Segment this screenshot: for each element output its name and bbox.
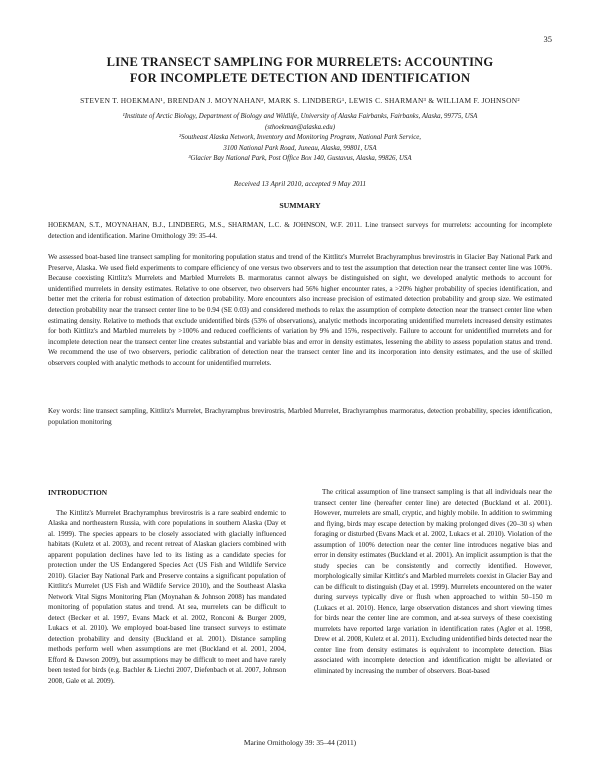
abstract-text: We assessed boat-based line transect sampling for monitoring population status and trend of the Kittlitz's Murrelet Brachyramphus brevirostris in Glacier Bay National Park and Preserve, Alaska. We used field experiments to compare efficiency of one versus two observers and to test the assumption that detection near the transect center line was 100%. Because coexisting Kittlitz's Murrelets and Marbled Murrelets B. marmoratus cannot always be distinguished on sight, we developed analytic methods to account for unidentified murrelets in density estimates. Relative to one observer, two observers had 56% higher encounter rates, a >20% higher probability of species identification, and better met the criteria for robust estimation of detection probability. More encounters also increase precision of estimated detection probability and group size. We estimated detection probability near the transect center line to be 0.94 (SE 0.03) and considered methods to relax the assumption of complete detection near the transect center line when estimating density. Relative to methods that exclude unidentified birds (53% of observations), analytic methods incorporating unidentified murrelets increased density estimates for both Kittlitz's and Marbled murrelets by >100% and reduced coefficients of variation by 9% and 15%, respectively. Failure to account for unidentified murrelets and for incomplete detection near the transect center line creates substantial and variable bias and error in density estimates, lessening the ability to assess population status and trend. We recommend the use of two observers, periodic calibration of detection near the transect center line and its incorporation into density estimates, and the use of skilled observers coupled with analytic methods to account for unidentified murrelets. — [48, 253, 552, 367]
right-column — [314, 488, 552, 676]
title-line-2: FOR INCOMPLETE DETECTION AND IDENTIFICATION — [129, 71, 471, 85]
left-column — [48, 488, 286, 686]
title-line-1: LINE TRANSECT SAMPLING FOR MURRELETS: ACCOUNTING — [106, 55, 494, 69]
introduction-heading: INTRODUCTION — [48, 488, 108, 497]
affiliation-line: (sthoekman@alaska.edu) — [264, 123, 336, 131]
author-list: STEVEN T. HOEKMAN¹, BRENDAN J. MOYNAHAN², MARK S. LINDBERG¹, LEWIS C. SHARMAN³ & WILLIAM F. JOHNSON² — [80, 96, 520, 105]
summary-heading: SUMMARY — [279, 201, 321, 210]
journal-footer: Marine Ornithology 39: 35–44 (2011) — [243, 738, 357, 747]
affiliations — [60, 112, 540, 165]
paper-title — [50, 54, 550, 86]
received-date: Received 13 April 2010, accepted 9 May 2011 — [233, 180, 367, 188]
affiliation-line: 3100 National Park Road, Juneau, Alaska, 99801, USA — [223, 144, 377, 152]
page-number: 35 — [543, 34, 552, 44]
affiliation-line: ¹Institute of Arctic Biology, Department of Biology and Wildlife, University of Alaska Fairbanks, Fairbanks, Alaska, 99775, USA — [122, 113, 478, 120]
intro-paragraph-right: The critical assumption of line transect sampling is that all individuals near the transect center line (hereafter center line) are detected (Buckland et al. 2001). However, murrelets are small, cryptic, and highly mobile. In addition to swimming and flying, birds may escape detection by making prolonged dives (20–30 s) when foraging or disturbed (Evans Mack et al. 2002, Lukacs et al. 2010). Violation of the assumption of 100% detection near the center line introduces negative bias and error in density estimates (Buckland et al. 2001). An implicit assumption is that the study species can be consistently and correctly identified. However, morphologically similar Kittlitz's and Marbled murrelets coexist in Glacier Bay and can be difficult to distinguish (Day et al. 1999). Murrelets encountered on the water during surveys typically dive or flush when approached to within 50–150 m (Lukacs et al. 2010). Hence, large observation distances and short viewing times for birds near the center line are common, and at-sea surveys of these coexisting murrelets have reported large variation in identification rates (Agler et al. 1998, Drew et al. 2008, Kuletz et al. 2011). Excluding unidentified birds detected near the center line from density estimates is equivalent to incomplete detection. Bias associated with incomplete detection and identification might be alleviated or eliminated by increasing the number of observers. Boat-based — [314, 488, 552, 675]
citation: HOEKMAN, S.T., MOYNAHAN, B.J., LINDBERG, M.S., SHARMAN, L.C. & JOHNSON, W.F. 2011. Line transect surveys for murrelets: accounting for incomplete detection and identification. Marine Ornithology 39: 35-44. — [48, 221, 552, 240]
affiliation-line: ²Southeast Alaska Network, Inventory and Monitoring Program, National Park Service, — [178, 134, 422, 141]
keywords: Key words: line transect sampling, Kittlitz's Murrelet, Brachyramphus brevirostris, Marbled Murrelet, Brachyramphus marmoratus, detection probability, species identification, population monitoring — [48, 407, 552, 426]
affiliation-line: ³Glacier Bay National Park, Post Office Box 140, Gustavus, Alaska, 99826, USA — [188, 155, 412, 162]
intro-paragraph-left: The Kittlitz's Murrelet Brachyramphus brevirostris is a rare seabird endemic to Alaska and northeastern Russia, with core populations in southern Alaska (Day et al. 1999). The species appears to be closely associated with glacially influenced habitats (Kuletz et al. 2003), and recent retreat of Alaskan glaciers combined with apparent population declines have led to its listing as a candidate species for protection under the US Endangered Species Act (US Fish and Wildlife Service 2010). Glacier Bay National Park and Preserve contains a significant population of Kittlitz's Murrelet (US Fish and Wildlife Service 2010), and the Southeast Alaska Network Vital Signs Monitoring Plan (Moynahan & Johnson 2008) has mandated monitoring of population status and trend. At sea, murrelets can be difficult to detect (Becker et al. 1997, Evans Mack et al. 2002, Ronconi & Burger 2009, Lukacs et al. 2010). We employed boat-based line transect surveys to estimate detection probability and density (Buckland et al. 2001). Distance sampling methods perform well when assumptions are met (Buckland et al. 2001, 2004, Efford & Dawson 2009), but assumptions may be difficult to meet and have rarely been tested for birds (e.g. Bachler & Liechti 2007, Diefenbach et al. 2007, Johnson 2008, Gale et al. 2009). — [48, 508, 286, 685]
